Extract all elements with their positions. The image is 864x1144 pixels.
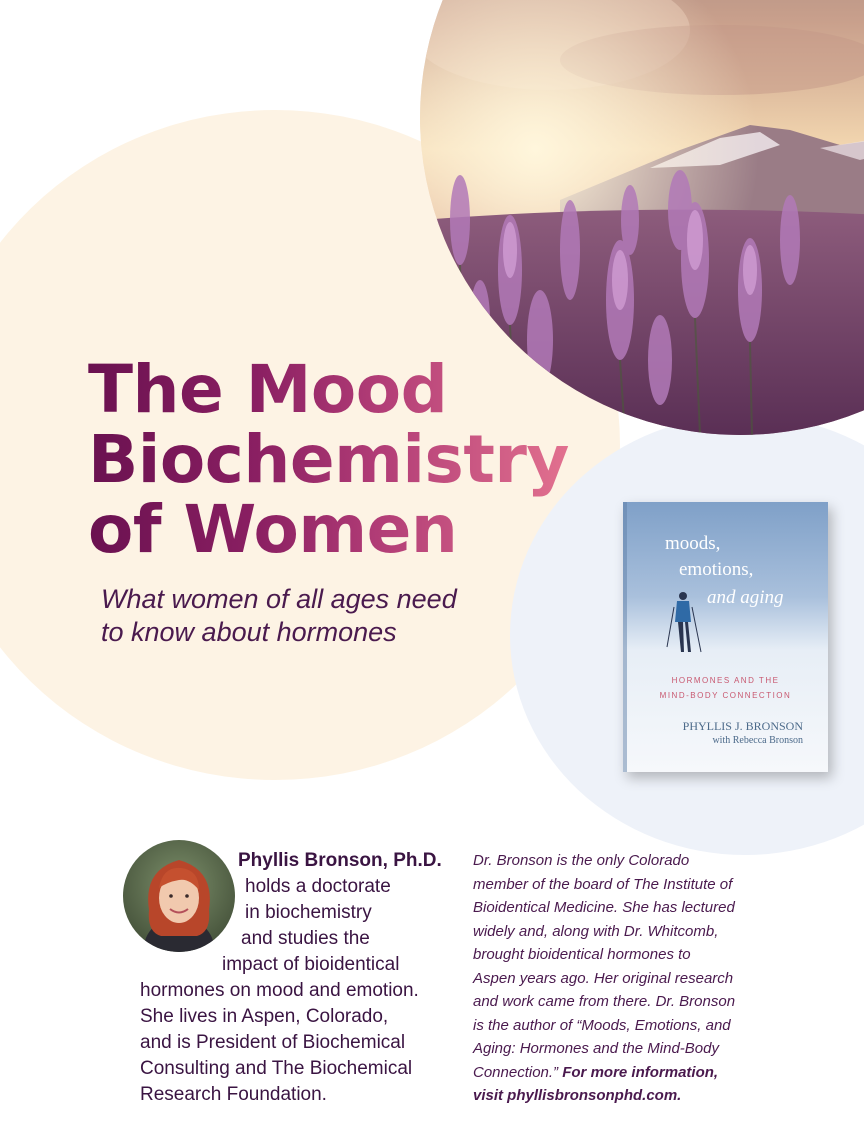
subtitle-line-2: to know about hormones — [101, 617, 397, 647]
title-line-1: The Mood — [88, 351, 448, 428]
book-title-line-3: and aging — [707, 587, 784, 608]
book-coauthor: with Rebecca Bronson — [712, 735, 803, 746]
details-line: Dr. Bronson is the only Colorado — [473, 852, 690, 869]
book-title-line-1: moods, — [665, 533, 721, 554]
book-cover-image — [623, 502, 828, 772]
details-line: Aging: Hormones and the Mind-Body — [473, 1040, 719, 1057]
book-subtitle-line-2: MIND-BODY CONNECTION — [659, 691, 792, 700]
subtitle-line-1: What women of all ages need — [101, 584, 457, 614]
bio-line: hormones on mood and emotion. — [140, 980, 419, 1001]
details-line: is the author of “Moods, Emotions, and — [473, 1016, 731, 1034]
details-line: and work came from there. Dr. Bronson — [473, 993, 736, 1010]
book-title-line-2: emotions, — [679, 559, 754, 580]
bio-line: and is President of Biochemical — [140, 1032, 406, 1053]
title-line-2: Biochemistry — [88, 421, 569, 498]
author-details-column — [473, 849, 758, 1108]
details-line: member of the board of The Institute of — [473, 875, 733, 893]
title-line-3: of Women — [88, 491, 458, 568]
details-line: widely and, along with Dr. Whitcomb, — [473, 922, 719, 940]
cta-text: For more information, — [562, 1063, 719, 1081]
book-author: PHYLLIS J. BRONSON — [682, 719, 803, 733]
bio-line: and studies the — [241, 928, 370, 949]
book-subtitle-line-1: HORMONES AND THE — [671, 676, 780, 685]
bio-line: impact of bioidentical — [222, 954, 400, 975]
bio-line: She lives in Aspen, Colorado, — [140, 1006, 389, 1027]
page-title — [88, 351, 569, 568]
subtitle — [101, 583, 457, 649]
details-line: Aspen years ago. Her original research — [473, 969, 734, 987]
bio-line: Consulting and The Biochemical — [140, 1058, 413, 1079]
details-line: Connection.” — [473, 1063, 559, 1081]
author-name: Phyllis Bronson, Ph.D. — [238, 850, 442, 871]
website-link[interactable]: visit phyllisbronsonphd.com. — [473, 1087, 682, 1104]
bio-line: holds a doctorate — [245, 876, 391, 897]
bio-line: in biochemistry — [245, 902, 372, 923]
details-line: Bioidentical Medicine. She has lectured — [473, 899, 735, 916]
bio-line: Research Foundation. — [140, 1084, 327, 1105]
author-bio — [140, 848, 460, 1108]
details-line: brought bioidentical hormones to — [473, 946, 691, 963]
details-line-with-cta — [473, 1061, 758, 1085]
